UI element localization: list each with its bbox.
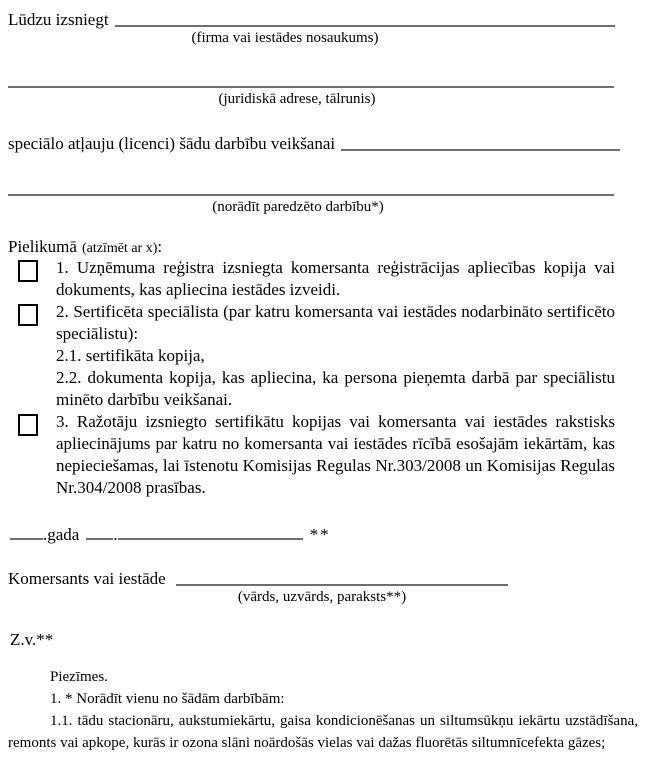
seal-mark: Z.v.**: [10, 630, 54, 649]
attachment-item-2-text: 2. Sertificēta speciālista (par katru komersanta vai iestādes nodarbināto sertificēto speciālistu):: [56, 302, 615, 343]
signature-row: [8, 568, 508, 587]
date-footnote-marker: **: [309, 525, 331, 544]
attachment-item-2: [8, 301, 615, 345]
activity-caption: (norādīt paredzēto darbību*): [212, 199, 384, 215]
attachment-item-2-2-text: 2.2. dokumenta kopija, kas apliecina, ka persona pieņemta darbā par speciālistu minēto darbību veikšanai.: [56, 368, 615, 409]
attachments-heading-note: (atzīmēt ar x): [81, 241, 158, 256]
signer-caption: (vārds, uzvārds, paraksts**): [237, 589, 407, 605]
attachment-item-2-1: [8, 345, 615, 367]
notes-section: [8, 666, 638, 754]
signer-field[interactable]: [176, 568, 508, 586]
date-dot: .: [113, 525, 118, 544]
attachments-heading-label: Pielikumā: [8, 237, 77, 256]
gada-label: .gada: [43, 525, 80, 544]
day-field[interactable]: [86, 524, 113, 540]
issue-request-row: [8, 9, 615, 28]
note-1-1: 1.1. tādu stacionāru, aukstumiekārtu, gaisa kondicionēšanas un siltumsūkņu iekārtu uzstādīšana, remonts vai apkope, kurās ir ozona slāni noārdošās vielas vai dažas fluorētās siltumnīcefekta gāzes;: [8, 713, 638, 751]
attachment-item-1: [8, 257, 615, 301]
licence-request-label: speciālo atļauju (licenci) šādu darbību veikšanai: [8, 134, 336, 153]
checkbox-item-3[interactable]: [18, 414, 38, 436]
year-field[interactable]: [10, 524, 43, 540]
attachments-list: [8, 257, 615, 499]
month-field[interactable]: [118, 524, 303, 540]
attachment-item-2-1-text: 2.1. sertifikāta kopija,: [56, 346, 205, 365]
attachments-heading-colon: :: [157, 237, 163, 256]
legal-address-field[interactable]: [8, 86, 614, 88]
company-name-field[interactable]: [115, 9, 615, 27]
issue-request-label: Lūdzu izsniegt: [8, 10, 109, 29]
company-name-caption: (firma vai iestādes nosaukums): [191, 30, 379, 46]
notes-title: Piezīmes.: [50, 669, 108, 685]
checkbox-item-1[interactable]: [18, 260, 38, 282]
attachment-item-3: [8, 411, 615, 499]
activity-field[interactable]: [341, 133, 620, 151]
checkbox-item-2[interactable]: [18, 304, 38, 326]
date-row: [8, 524, 331, 543]
note-1: 1. * Norādīt vienu no šādām darbībām:: [50, 691, 285, 707]
signer-label: Komersants vai iestāde: [8, 569, 166, 588]
licence-request-row: [8, 133, 620, 152]
attachment-item-3-text: 3. Ražotāju izsniegto sertifikātu kopijas vai komersanta vai iestādes rakstisks apliecinājums par katru no komersanta vai iestādes rīcībā esošajām iekārtām, kas nepieciešamas, lai īstenotu Komisijas Regulas Nr.303/2008 un Komisijas Regulas Nr.304/2008 prasības.: [56, 412, 615, 497]
activity-field-continued[interactable]: [8, 194, 614, 196]
attachment-item-1-text: 1. Uzņēmuma reģistra izsniegta komersanta reģistrācijas apliecības kopija vai dokuments, kas apliecina iestādes izveidi.: [56, 258, 615, 299]
attachment-item-2-2: [8, 367, 615, 411]
legal-address-caption: (juridiskā adrese, tālrunis): [218, 91, 376, 107]
